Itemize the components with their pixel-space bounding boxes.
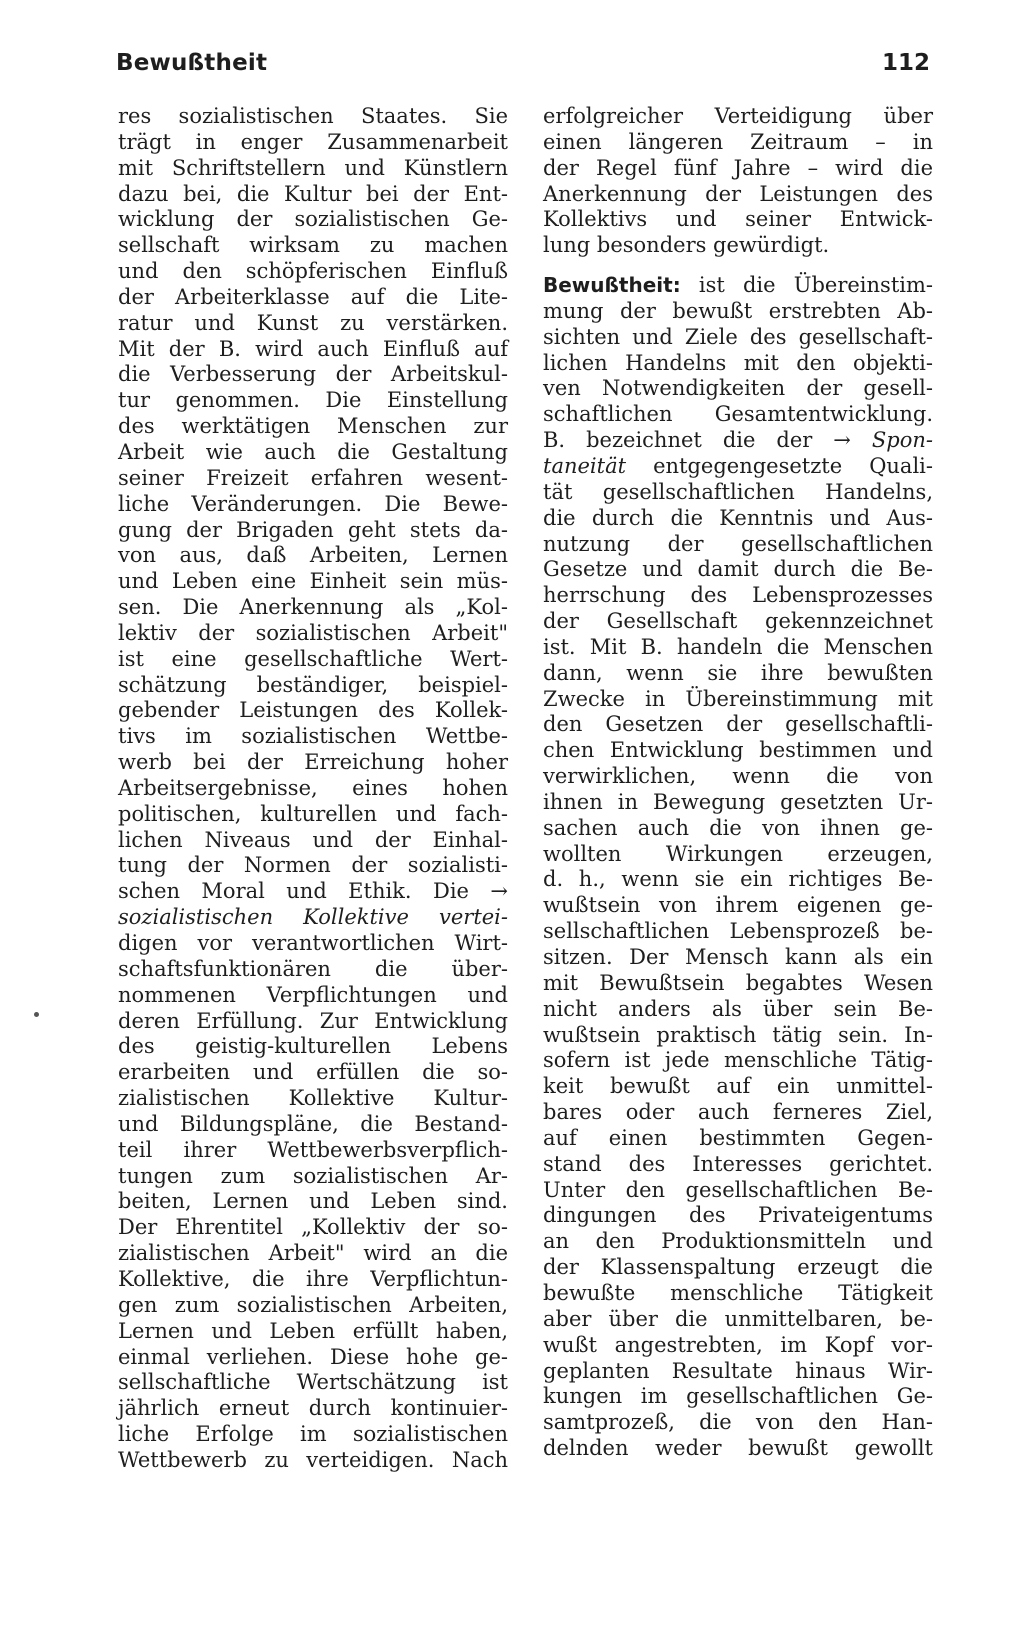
left-column (118, 104, 508, 1474)
entry-first-line (543, 273, 933, 299)
text-line: nutzung der gesellschaftlichen (543, 531, 933, 556)
text-line: deren Erfüllung. Zur Entwicklung (118, 1008, 508, 1033)
text-line: trägt in enger Zusammenarbeit (118, 129, 508, 154)
print-speck (34, 1012, 39, 1017)
text-line: lektiv der sozialistischen Arbeit" (118, 620, 508, 645)
text-line: beiten, Lernen und Leben sind. (118, 1189, 508, 1214)
text-line: schätzung beständiger, beispiel- (118, 672, 508, 697)
cross-reference-link[interactable]: sozialistischen Kollektive vertei- (118, 905, 508, 930)
text-line: Unter den gesellschaftlichen Be- (543, 1177, 933, 1202)
right-column (543, 104, 933, 1462)
text-line: Gesetze und damit durch die Be- (543, 557, 933, 582)
text-line: sichten und Ziele des gesellschaft- (543, 324, 933, 349)
text-line: schaftsfunktionären die über- (118, 956, 508, 981)
text-line: mit Schriftstellern und Künstlern (118, 155, 508, 180)
text-line: liche Erfolge im sozialistischen (118, 1422, 508, 1447)
text-line (118, 905, 508, 931)
entry-lemma: Bewußtheit: (543, 273, 681, 298)
text-line: jährlich erneut durch kontinuier- (118, 1396, 508, 1421)
text-line: von aus, daß Arbeiten, Lernen (118, 543, 508, 568)
text-line: bares oder auch ferneres Ziel, (543, 1100, 933, 1125)
text-line: dann, wenn sie ihre bewußten (543, 660, 933, 685)
right-column-continuation (543, 104, 933, 259)
text-line: mung der bewußt erstrebten Ab- (543, 298, 933, 323)
text-line: tät gesellschaftlichen Handelns, (543, 479, 933, 504)
text-line: tungen zum sozialistischen Ar- (118, 1163, 508, 1188)
text-line: ist. Mit B. handeln die Menschen (543, 634, 933, 659)
text-line: dingungen des Privateigentums (543, 1203, 933, 1228)
text-line: und Bildungspläne, die Bestand- (118, 1111, 508, 1136)
text-line: sellschaft wirksam zu machen (118, 233, 508, 258)
text-line: zialistischen Arbeit" wird an die (118, 1241, 508, 1266)
text-line: teil ihrer Wettbewerbsverpflich- (118, 1137, 508, 1162)
text-line: nicht anders als über sein Be- (543, 996, 933, 1021)
cross-reference-link[interactable]: Spon- (871, 428, 933, 453)
text-line: sellschaftliche Wertschätzung ist (118, 1370, 508, 1395)
text-line (543, 428, 933, 454)
text-line: Arbeitsergebnisse, eines hohen (118, 775, 508, 800)
page-number: 112 (881, 50, 930, 76)
text-line: sellschaftlichen Lebensprozeß be- (543, 919, 933, 944)
text-line: schaftlichen Gesamtentwicklung. (543, 402, 933, 427)
text-line: gen zum sozialistischen Arbeiten, (118, 1292, 508, 1317)
text-line: den Gesetzen der gesellschaftli- (543, 712, 933, 737)
text-line: dazu bei, die Kultur bei der Ent- (118, 181, 508, 206)
text-line: wußtsein von ihrem eigenen ge- (543, 893, 933, 918)
text-line: samtprozeß, die von den Han- (543, 1410, 933, 1435)
text-line: politischen, kulturellen und fach- (118, 801, 508, 826)
text-line: Wettbewerb zu verteidigen. Nach (118, 1447, 508, 1472)
text-line: Kollektive, die ihre Verpflichtun- (118, 1266, 508, 1291)
text-line: zialistischen Kollektive Kultur- (118, 1086, 508, 1111)
running-head: Bewußtheit (116, 50, 268, 76)
text-line: tivs im sozialistischen Wettbe- (118, 724, 508, 749)
text-line (543, 454, 933, 480)
text-line: der Arbeiterklasse auf die Lite- (118, 284, 508, 309)
text-line: digen vor verantwortlichen Wirt- (118, 931, 508, 955)
text-line: und den schöpferischen Einfluß (118, 259, 508, 284)
entry-first-line-rest: ist die Übereinstim- (698, 273, 933, 298)
text-line: die durch die Kenntnis und Aus- (543, 505, 933, 530)
text-line: verwirklichen, wenn die von (543, 764, 933, 789)
text-line: des werktätigen Menschen zur (118, 414, 508, 439)
text-line: geplanten Resultate hinaus Wir- (543, 1358, 933, 1383)
text-line: ihnen in Bewegung gesetzten Ur- (543, 789, 933, 814)
text-line: tur genommen. Die Einstellung (118, 388, 508, 413)
text-line: Kollektivs und seiner Entwick- (543, 207, 933, 232)
text-line: gebender Leistungen des Kollek- (118, 698, 508, 723)
text-line: sitzen. Der Mensch kann als ein (543, 945, 933, 969)
text-line: wußt angestrebten, im Kopf vor- (543, 1332, 933, 1357)
text-line: herrschung des Lebensprozesses (543, 583, 933, 608)
text-segment: entgegengesetzte Quali- (653, 453, 933, 478)
text-line: chen Entwicklung bestimmen und (543, 738, 933, 763)
text-line: tung der Normen der sozialisti- (118, 853, 508, 878)
text-line: sofern ist jede menschliche Tätig- (543, 1048, 933, 1073)
text-line: gung der Brigaden geht stets da- (118, 517, 508, 542)
text-line: die Verbesserung der Arbeitskul- (118, 362, 508, 387)
text-line: res sozialistischen Staates. Sie (118, 104, 508, 128)
text-line: schen Moral und Ethik. Die → (118, 879, 508, 904)
text-line: auf einen bestimmten Gegen- (543, 1125, 933, 1150)
text-line: aber über die unmittelbaren, be- (543, 1306, 933, 1331)
text-line: der Klassenspaltung erzeugt die (543, 1255, 933, 1280)
text-line: Anerkennung der Leistungen des (543, 181, 933, 206)
text-line: ven Notwendigkeiten der gesell- (543, 376, 933, 401)
text-line: keit bewußt auf ein unmittel- (543, 1074, 933, 1099)
text-line: und Leben eine Einheit sein müs- (118, 569, 508, 594)
text-line: sachen auch die von ihnen ge- (543, 815, 933, 840)
text-line: lung besonders gewürdigt. (543, 233, 830, 258)
text-line: Mit der B. wird auch Einfluß auf (118, 336, 508, 361)
text-line: einen längeren Zeitraum – in (543, 129, 933, 154)
text-line: liche Veränderungen. Die Bewe- (118, 491, 508, 516)
text-line: sen. Die Anerkennung als „Kol- (118, 595, 508, 620)
text-line: einmal verliehen. Diese hohe ge- (118, 1344, 508, 1369)
text-line: kungen im gesellschaftlichen Ge- (543, 1384, 933, 1409)
text-line: seiner Freizeit erfahren wesent- (118, 465, 508, 490)
text-line: Der Ehrentitel „Kollektiv der so- (118, 1215, 508, 1240)
text-line: lichen Handelns mit den objekti- (543, 350, 933, 375)
text-line: erfolgreicher Verteidigung über (543, 104, 933, 128)
text-line: erarbeiten und erfüllen die so- (118, 1060, 508, 1085)
text-line: Lernen und Leben erfüllt haben, (118, 1318, 508, 1343)
cross-reference-link[interactable]: taneität (543, 453, 627, 478)
text-line: der Gesellschaft gekennzeichnet (543, 609, 933, 634)
text-line: der Regel fünf Jahre – wird die (543, 155, 933, 180)
text-line: mit Bewußtsein begabtes Wesen (543, 970, 933, 995)
text-line: werb bei der Erreichung hoher (118, 750, 508, 775)
text-segment: B. bezeichnet die der → (543, 428, 851, 453)
text-line: Zwecke in Übereinstimmung mit (543, 686, 933, 711)
text-line: stand des Interesses gerichtet. (543, 1151, 933, 1176)
text-line: wollten Wirkungen erzeugen, (543, 841, 933, 866)
text-line: an den Produktionsmitteln und (543, 1229, 933, 1254)
text-line: wußtsein praktisch tätig sein. In- (543, 1022, 933, 1047)
text-line: bewußte menschliche Tätigkeit (543, 1280, 933, 1305)
dictionary-entry (543, 273, 933, 1462)
text-line: nommenen Verpflichtungen und (118, 982, 508, 1007)
text-line: ist eine gesellschaftliche Wert- (118, 646, 508, 671)
text-line: ratur und Kunst zu verstärken. (118, 310, 508, 335)
text-line: des geistig-kulturellen Lebens (118, 1034, 508, 1059)
text-line: lichen Niveaus und der Einhal- (118, 827, 508, 852)
text-line: delnden weder bewußt gewollt (543, 1436, 933, 1461)
text-line: d. h., wenn sie ein richtiges Be- (543, 867, 933, 892)
text-line: wicklung der sozialistischen Ge- (118, 207, 508, 232)
text-line: Arbeit wie auch die Gestaltung (118, 439, 508, 464)
